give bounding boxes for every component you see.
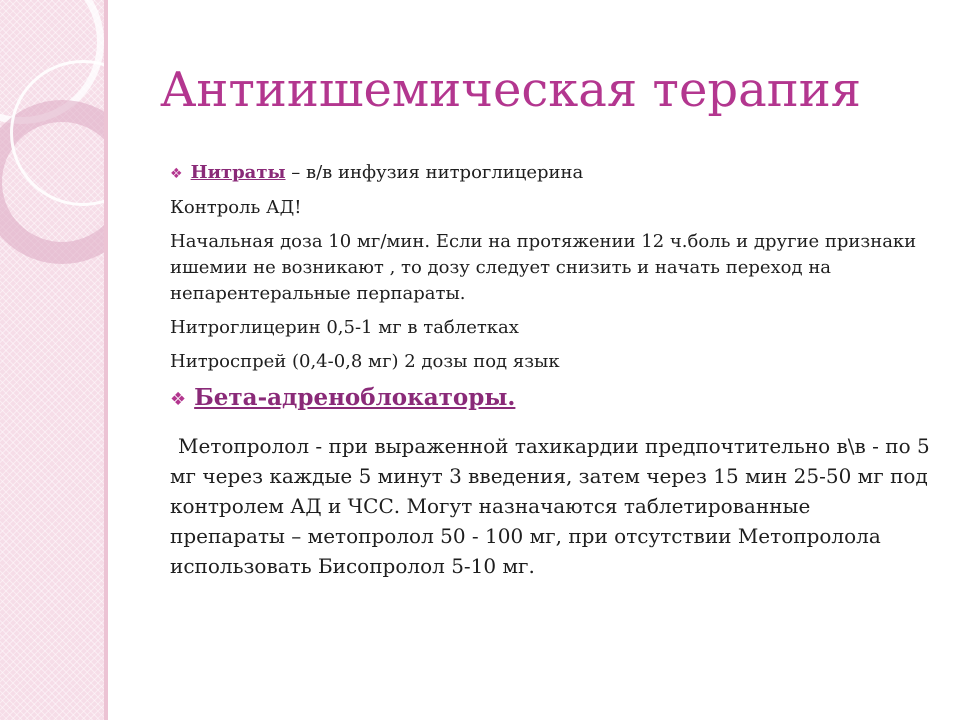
beta-heading: Бета-адреноблокаторы. <box>194 384 516 411</box>
nitrates-line: Контроль АД! <box>170 197 302 218</box>
diamond-bullet-icon: ❖ <box>170 166 183 182</box>
nitrates-line: Нитроглицерин 0,5-1 мг в таблетках <box>170 317 519 338</box>
sidebar-edge <box>104 0 108 720</box>
nitrates-line: Нитроспрей (0,4-0,8 мг) 2 дозы под язык <box>170 351 560 372</box>
nitrates-heading-line <box>170 160 930 187</box>
nitrates-heading: Нитраты <box>190 162 286 183</box>
nitrates-line: Начальная доза 10 мг/мин. Если на протяжении 12 ч.боль и другие признаки ишемии не возникают , то дозу следует снизить и начать переход на непарентеральные перпараты. <box>170 231 917 304</box>
slide-title: Антиишемическая терапия <box>160 62 861 118</box>
nitrates-heading-rest: – в/в инфузия нитроглицерина <box>285 162 584 183</box>
decorative-sidebar <box>0 0 104 720</box>
beta-heading-line <box>170 383 930 415</box>
beta-text: Метопролол - при выраженной тахикардии предпочтительно в\в - по 5 мг через каждые 5 минут 3 введения, затем через 15 мин 25-50 мг под контролем АД и ЧСС. Могут назначаются таблетированные препараты – метопролол 50 - 100 мг, при отсутствии Метопролола использовать Бисопролол 5-10 мг. <box>170 434 930 578</box>
slide-content <box>170 160 930 581</box>
diamond-bullet-icon: ❖ <box>170 389 187 410</box>
